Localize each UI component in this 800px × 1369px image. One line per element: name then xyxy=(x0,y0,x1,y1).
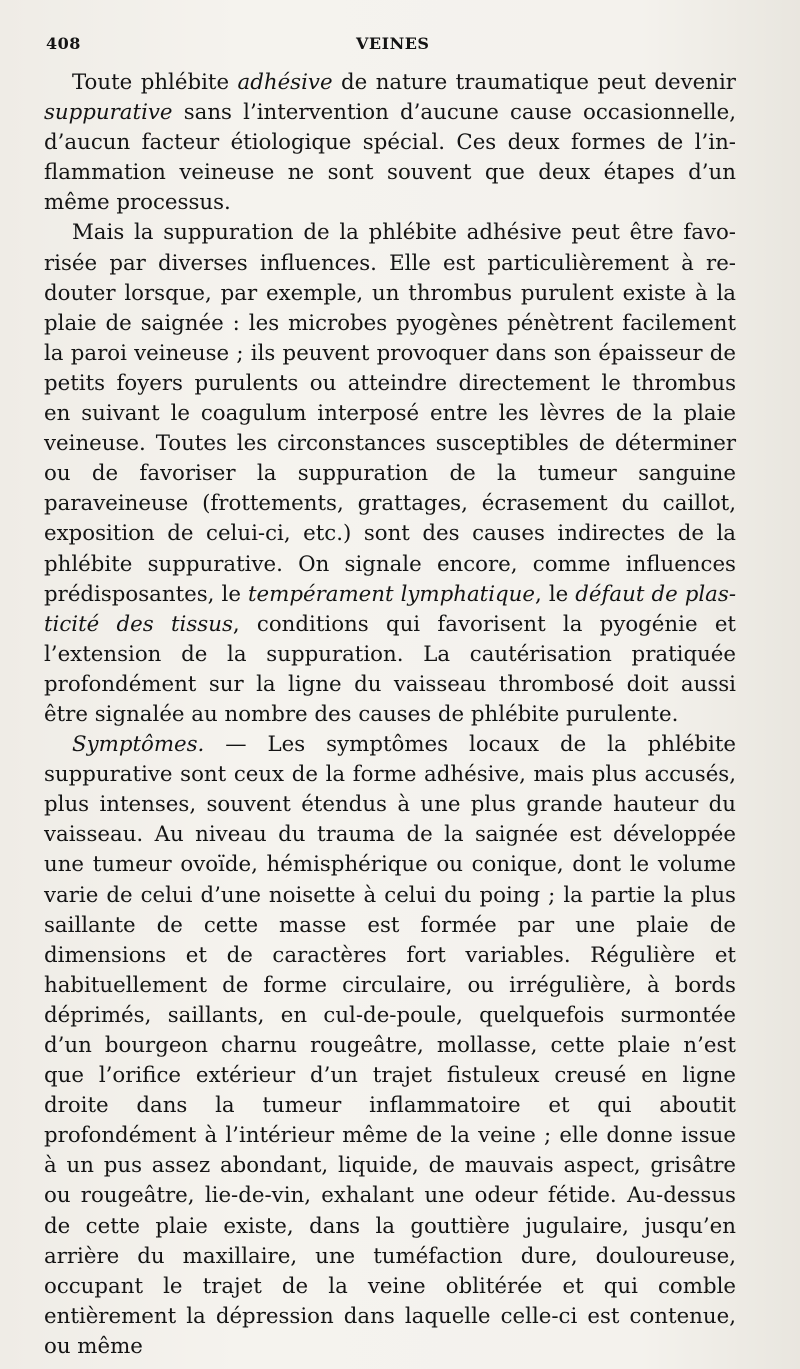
paragraph xyxy=(44,68,736,218)
text-run: Mais la suppuration de la phlébite adhésive peut être favorisée par diverses influences. Elle est particulièrement à redouter lorsque, par exemple, un thrombus purulent existe à la plaie de saignée : les microbes pyogènes pénètrent facilement la paroi veineuse ; ils peuvent provoquer dans son épaisseur de petits foyers purulents ou atteindre directement le thrombus en suivant le coagulum interposé entre les lèvres de la plaie veineuse. Toutes les circonstances susceptibles de déterminer ou de favoriser la suppuration de la tumeur sanguine paraveineuse (frottements, grattages, écrasement du caillot, exposition de celui-ci, etc.) sont des causes indirectes de la phlébite suppurative. On signale encore, comme influences prédisposantes, le xyxy=(44,220,736,607)
text-run: Toute phlébite xyxy=(72,70,238,95)
italic-text-run: tempérament lymphatique xyxy=(247,581,535,607)
text-run: , le xyxy=(535,581,576,607)
italic-text-run: suppurative xyxy=(44,100,173,126)
italic-text-run: défaut de plasticité des tissus xyxy=(44,581,737,637)
running-head: VEINES xyxy=(356,34,430,53)
page-number: 408 xyxy=(46,34,81,53)
paragraph xyxy=(44,730,736,1362)
page-header xyxy=(44,30,736,60)
text-run: de nature traumatique peut devenir xyxy=(332,70,736,95)
italic-text-run: adhésive xyxy=(237,70,333,95)
body-text xyxy=(44,68,736,1362)
text-run: — Les symptômes locaux de la phlébite suppurative sont ceux de la forme adhésive, mais plus accusés, plus intenses, souvent étendus à une plus grande hauteur du vaisseau. Au niveau du trauma de la saignée est développée une tumeur ovoïde, hémisphérique ou conique, dont le volume varie de celui d’une noisette à celui du poing ; la partie la plus saillante de cette masse est formée par une plaie de dimensions et de caractères fort variables. Régulière et habituellement de forme circulaire, ou irrégulière, à bords déprimés, saillants, en cul-de-poule, quelquefois surmontée d’un bourgeon charnu rougeâtre, mollasse, cette plaie n’est que l’orifice extérieur d’un trajet fistuleux creusé en ligne droite dans la tumeur inflammatoire et qui aboutit profondément à l’intérieur même de la veine ; elle donne issue à un pus assez abondant, liquide, de mauvais aspect, grisâtre ou rougeâtre, lie-de-vin, exhalant une odeur fétide. Au-dessus de cette plaie existe, dans la gouttière jugulaire, jusqu’en arrière du maxillaire, une tuméfaction dure, douloureuse, occupant le trajet de la veine oblitérée et qui comble entièrement la dépression dans laquelle celle-ci est contenue, ou même xyxy=(44,732,736,1359)
text-run: sans l’intervention d’aucune cause occasionnelle, d’aucun facteur étiologique spécial. Ces deux formes de l’inflammation veineuse ne sont souvent que deux étapes d’un même processus. xyxy=(44,100,736,216)
italic-text-run: Symptômes. xyxy=(72,732,205,758)
text-run: , conditions qui favorisent la pyogénie et l’extension de la suppuration. La cautérisation pratiquée profondément sur la ligne du vaisseau thrombosé doit aussi être signalée au nombre des causes de phlébite purulente. xyxy=(44,611,736,727)
paragraph xyxy=(44,218,736,730)
